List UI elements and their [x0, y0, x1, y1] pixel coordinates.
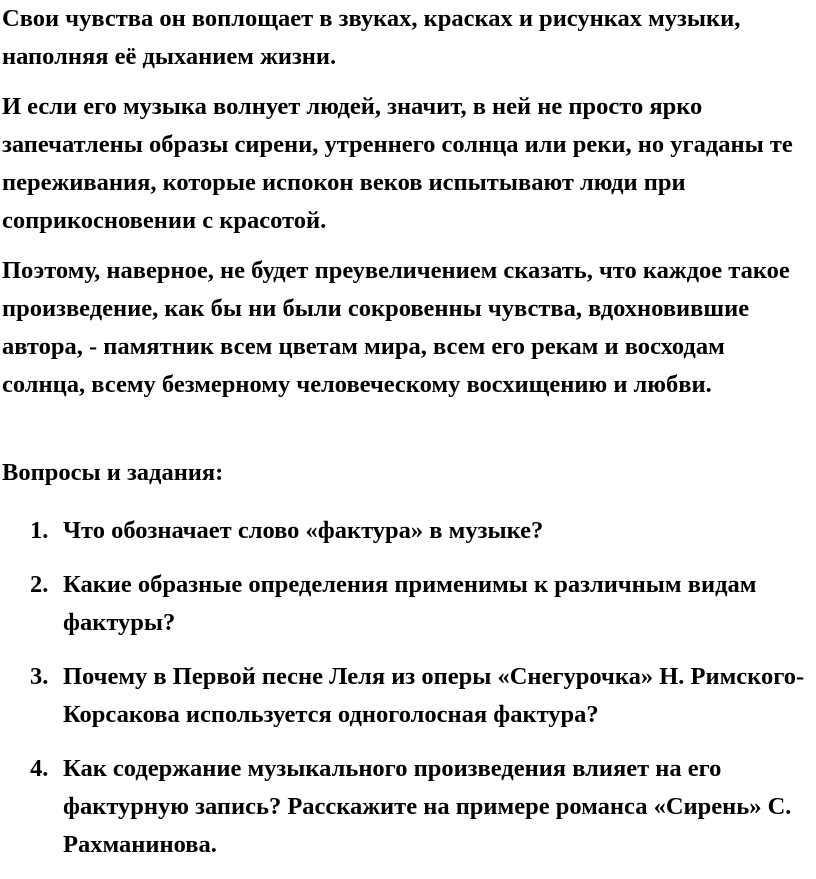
question-text: Как содержание музыкального произведения влияет на его фактурную запись? Расскажите на примере романса «Сирень» С. Рахманинова. [63, 755, 792, 858]
question-number: 1. [30, 517, 49, 544]
question-text: Что обозначает слово «фактура» в музыке? [63, 517, 544, 544]
question-number: 3. [30, 663, 49, 690]
questions-heading: Вопросы и задания: [2, 459, 224, 486]
question-number: 2. [30, 571, 49, 598]
paragraph-1: Свои чувства он воплощает в звуках, красках и рисунках музыки, наполняя её дыханием жизни. [2, 5, 741, 70]
question-text: Какие образные определения применимы к различным видам фактуры? [63, 571, 757, 636]
paragraph-2: И если его музыка волнует людей, значит, в ней не просто ярко запечатлены образы сирени, утреннего солнца или реки, но угаданы те переживания, которые испокон веков испытывают люди при соприкосновении с красотой. [2, 93, 793, 234]
paragraph-3: Поэтому, наверное, не будет преувеличением сказать, что каждое такое произведение, как бы ни были сокровенны чувства, вдохновившие автора, - памятник всем цветам мира, всем его рекам и восходам солнца, всему безмерному человеческому восхищению и любви. [2, 257, 790, 398]
question-text: Почему в Первой песне Леля из оперы «Снегурочка» Н. Римского-Корсакова используется одноголосная фактура? [63, 663, 805, 728]
question-number: 4. [30, 755, 49, 782]
